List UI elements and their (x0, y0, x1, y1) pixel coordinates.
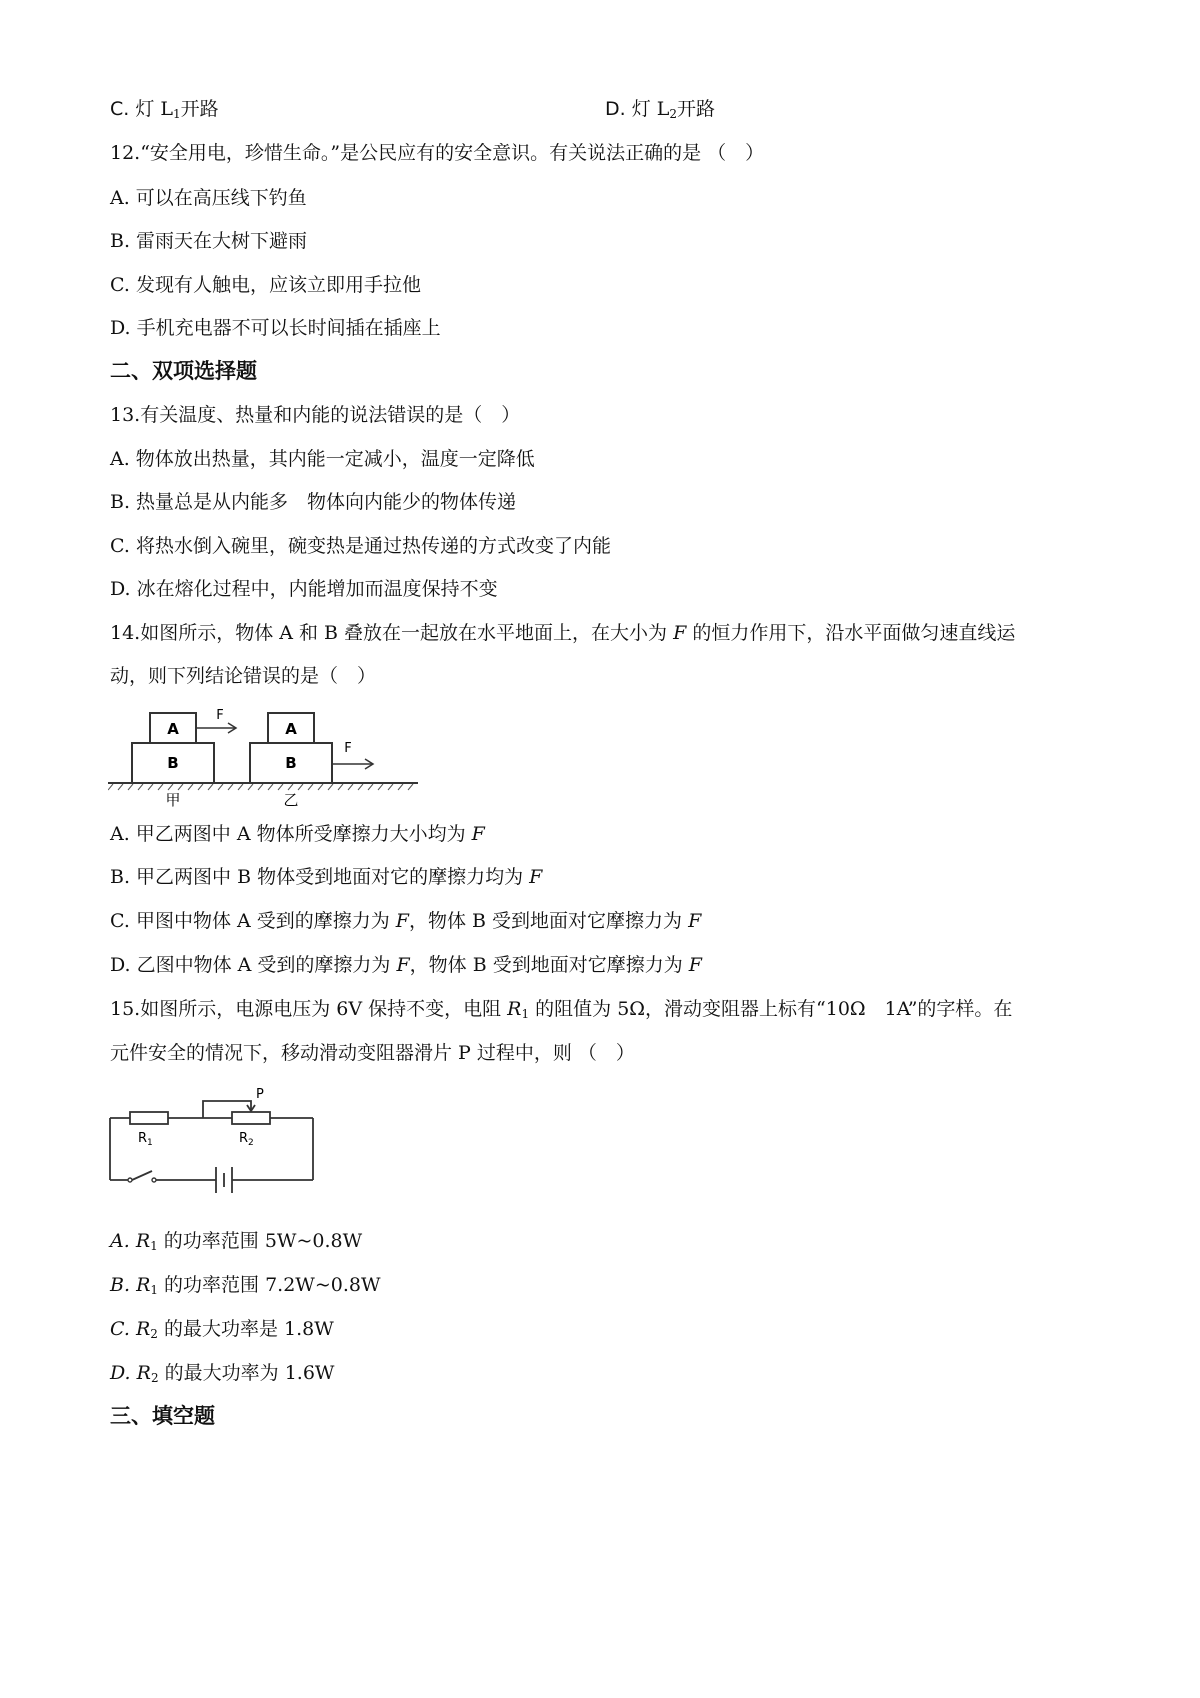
q14-option-c: C. 甲图中物体 A 受到的摩擦力为 F，物体 B 受到地面对它摩擦力为 F (110, 910, 702, 932)
q14-stem-line1: 14.如图所示，物体 A 和 B 叠放在一起放在水平地面上，在大小为 F 的恒力作用下，沿水平面做匀速直线运 (110, 622, 1016, 644)
q12-option-b: B. 雷雨天在大树下避雨 (110, 230, 308, 252)
q14-option-a: A. 甲乙两图中 A 物体所受摩擦力大小均为 F (110, 823, 485, 845)
force-label-left: F (216, 708, 224, 723)
label-yi: 乙 (283, 791, 299, 809)
option-c-l1: C. 灯 $L_1$开路 (110, 98, 219, 121)
r2-label: $R_2$ (239, 1131, 254, 1148)
q15-option-d: D. $R_2$ 的最大功率为 1.6W (110, 1362, 335, 1385)
q12-stem: 12.“安全用电，珍惜生命。”是公民应有的安全意识。有关说法正确的是 （ ） (110, 142, 765, 164)
q13-stem: 13.有关温度、热量和内能的说法错误的是（ ） (110, 404, 521, 426)
q12-option-d: D. 手机充电器不可以长时间插在插座上 (110, 317, 441, 339)
q14-option-b: B. 甲乙两图中 B 物体受到地面对它的摩擦力均为 F (110, 866, 543, 888)
q14-stem-line2: 动，则下列结论错误的是（ ） (110, 665, 377, 687)
q13-option-b: B. 热量总是从内能多 物体向内能少的物体传递 (110, 491, 517, 513)
slider-wire (203, 1101, 251, 1118)
switch (132, 1171, 152, 1180)
label-jia: 甲 (165, 791, 181, 809)
q14-option-d: D. 乙图中物体 A 受到的摩擦力为 F，物体 B 受到地面对它摩擦力为 F (110, 954, 702, 976)
q15-circuit-figure (108, 1085, 318, 1195)
r2-resistor (232, 1112, 270, 1124)
q13-option-d: D. 冰在熔化过程中，内能增加而温度保持不变 (110, 578, 498, 600)
r1-resistor (130, 1112, 168, 1124)
block-a-left-label: A (167, 720, 179, 738)
ground-hatch (108, 784, 413, 790)
q15-stem-line2: 元件安全的情况下，移动滑动变阻器滑片 P 过程中，则 （ ） (110, 1042, 635, 1064)
q14-figure (108, 700, 428, 810)
q15-option-c: C. $R_2$ 的最大功率是 1.8W (110, 1318, 334, 1341)
q12-option-c: C. 发现有人触电，应该立即用手拉他 (110, 274, 421, 296)
block-a-right-label: A (285, 720, 297, 738)
force-label-right: F (344, 741, 352, 756)
block-b-right-label: B (285, 754, 297, 772)
block-b-left-label: B (167, 754, 179, 772)
q15-option-b: B. $R_1$ 的功率范围 7.2W~0.8W (110, 1274, 381, 1297)
q12-option-a: A. 可以在高压线下钓鱼 (110, 187, 307, 209)
r1-label: $R_1$ (138, 1131, 153, 1148)
q13-option-c: C. 将热水倒入碗里，碗变热是通过热传递的方式改变了内能 (110, 535, 611, 557)
option-d-l2: D. 灯 $L_2$开路 (605, 98, 716, 121)
section-2-heading: 二、双项选择题 (110, 358, 257, 383)
q13-option-a: A. 物体放出热量，其内能一定减小，温度一定降低 (110, 448, 535, 470)
section-3-heading: 三、填空题 (110, 1403, 215, 1428)
q15-option-a: A. $R_1$ 的功率范围 5W~0.8W (110, 1230, 363, 1253)
q15-stem-line1: 15.如图所示，电源电压为 6V 保持不变，电阻 $R_1$ 的阻值为 5Ω，滑动变阻器上标有“10Ω 1A”的字样。在 (110, 998, 1013, 1021)
slider-p-label: P (256, 1087, 264, 1102)
